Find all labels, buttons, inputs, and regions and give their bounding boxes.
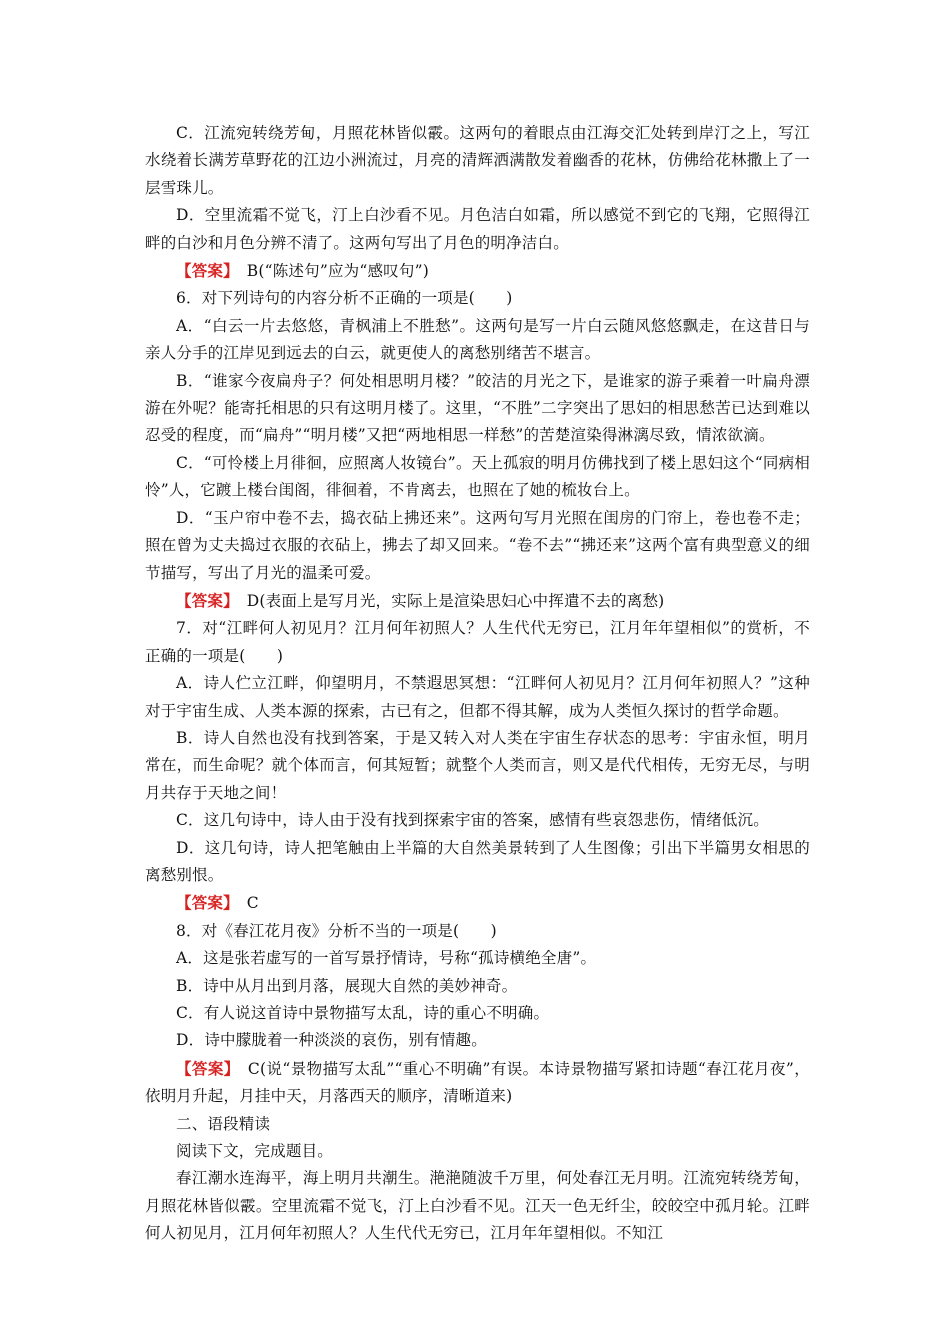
answer-label: 【答案】 xyxy=(176,261,232,281)
question-stem: 7．对“江畔何人初见月？江月何年初照人？人生代代无穷已，江月年年望相似”的赏析，不正确的一项是( ) xyxy=(145,619,810,665)
answer-label: 【答案】 xyxy=(176,590,232,610)
section-heading: 二、语段精读 xyxy=(176,1114,271,1133)
option-paragraph: A．诗人伫立江畔，仰望明月，不禁遐思冥想：“江畔何人初见月？江月何年初照人？”这种对于宇宙生成、人类本源的探索，古已有之，但都不得其解，成为人类恒久探讨的哲学命题。 xyxy=(145,674,810,720)
answer-paragraph xyxy=(145,889,810,917)
option-paragraph: C．这几句诗中，诗人由于没有找到探索宇宙的答案，感情有些哀怨悲伤，情绪低沉。 xyxy=(176,811,769,830)
instruction: 阅读下文，完成题目。 xyxy=(176,1142,334,1161)
answer-text: D(表面上是写月光，实际上是渲染思妇心中挥遣不去的离愁) xyxy=(231,591,665,610)
question-stem: 6．对下列诗句的内容分析不正确的一项是( ) xyxy=(176,289,513,308)
answer-label: 【答案】 xyxy=(176,1058,232,1078)
paragraph: D．空里流霜不觉飞，汀上白沙看不见。月色洁白如霜，所以感觉不到它的飞翔，它照得江畔的白沙和月色分辨不清了。这两句写出了月色的明净洁白。 xyxy=(145,206,810,252)
option-paragraph: D．“玉户帘中卷不去，捣衣砧上拂还来”。这两句写月光照在闺房的门帘上，卷也卷不走；照在曾为丈夫捣过衣服的衣砧上，拂去了却又回来。“卷不去”“拂还来”这两个富有典型意义的细节描写，写出了月光的温柔可爱。 xyxy=(145,508,810,582)
option-paragraph: A．这是张若虚写的一首写景抒情诗，号称“孤诗横绝全唐”。 xyxy=(176,949,597,968)
answer-text: B(“陈述句”应为“感叹句”) xyxy=(231,262,429,281)
document-body xyxy=(145,120,810,1248)
answer-paragraph xyxy=(145,1055,810,1111)
answer-text: C xyxy=(231,894,259,913)
option-paragraph: C．有人说这首诗中景物描写太乱，诗的重心不明确。 xyxy=(176,1004,550,1022)
answer-text: C(说“景物描写太乱”“重心不明确”有误。本诗景物描写紧扣诗题“春江花月夜”，依明月升起，月挂中天，月落西天的顺序，清晰道来) xyxy=(145,1059,810,1106)
option-paragraph: B．诗人自然也没有找到答案，于是又转入对人类在宇宙生存状态的思考：宇宙永恒，明月常在，而生命呢？就个体而言，何其短暂；就整个人类而言，则又是代代相传，无穷无尽，与明月共存于天地之间！ xyxy=(145,728,810,802)
answer-paragraph xyxy=(145,257,810,285)
option-paragraph: D．这几句诗，诗人把笔触由上半篇的大自然美景转到了人生图像；引出下半篇男女相思的离愁别恨。 xyxy=(145,838,810,884)
poem-passage: 春江潮水连海平，海上明月共潮生。滟滟随波千万里，何处春江无月明。江流宛转绕芳甸，月照花林皆似霰。空里流霜不觉飞，汀上白沙看不见。江天一色无纤尘，皎皎空中孤月轮。江畔何人初见月，江月何年初照人？人生代代无穷已，江月年年望相似。不知江 xyxy=(145,1169,810,1243)
option-paragraph: C．“可怜楼上月徘徊，应照离人妆镜台”。天上孤寂的明月仿佛找到了楼上思妇这个“同病相怜”人，它踱上楼台闺阁，徘徊着，不肯离去，也照在了她的梳妆台上。 xyxy=(145,453,810,500)
answer-label: 【答案】 xyxy=(176,893,232,913)
option-paragraph: B．诗中从月出到月落，展现大自然的美妙神奇。 xyxy=(176,976,518,995)
answer-paragraph xyxy=(145,587,810,615)
option-paragraph: B．“谁家今夜扁舟子？何处相思明月楼？”皎洁的月光之下，是谁家的游子乘着一叶扁舟漂游在外呢？能寄托相思的只有这明月楼了。这里，“不胜”二字突出了思妇的相思愁苦已达到难以忍受的程度，而“扁舟”“明月楼”又把“两地相思一样愁”的苦楚渲染得淋漓尽致，情浓欲滴。 xyxy=(145,371,810,445)
option-paragraph: A．“白云一片去悠悠，青枫浦上不胜愁”。这两句是写一片白云随风悠悠飘走，在这昔日与亲人分手的江岸见到远去的白云，就更使人的离愁别绪苦不堪言。 xyxy=(145,316,810,363)
paragraph: C．江流宛转绕芳甸，月照花林皆似霰。这两句的着眼点由江海交汇处转到岸汀之上，写江水绕着长满芳草野花的江边小洲流过，月亮的清辉洒满散发着幽香的花林，仿佛给花林撒上了一层雪珠儿。 xyxy=(145,124,810,197)
option-paragraph: D．诗中朦胧着一种淡淡的哀伤，别有情趣。 xyxy=(176,1031,487,1050)
question-stem: 8．对《春江花月夜》分析不当的一项是( ) xyxy=(176,921,497,940)
